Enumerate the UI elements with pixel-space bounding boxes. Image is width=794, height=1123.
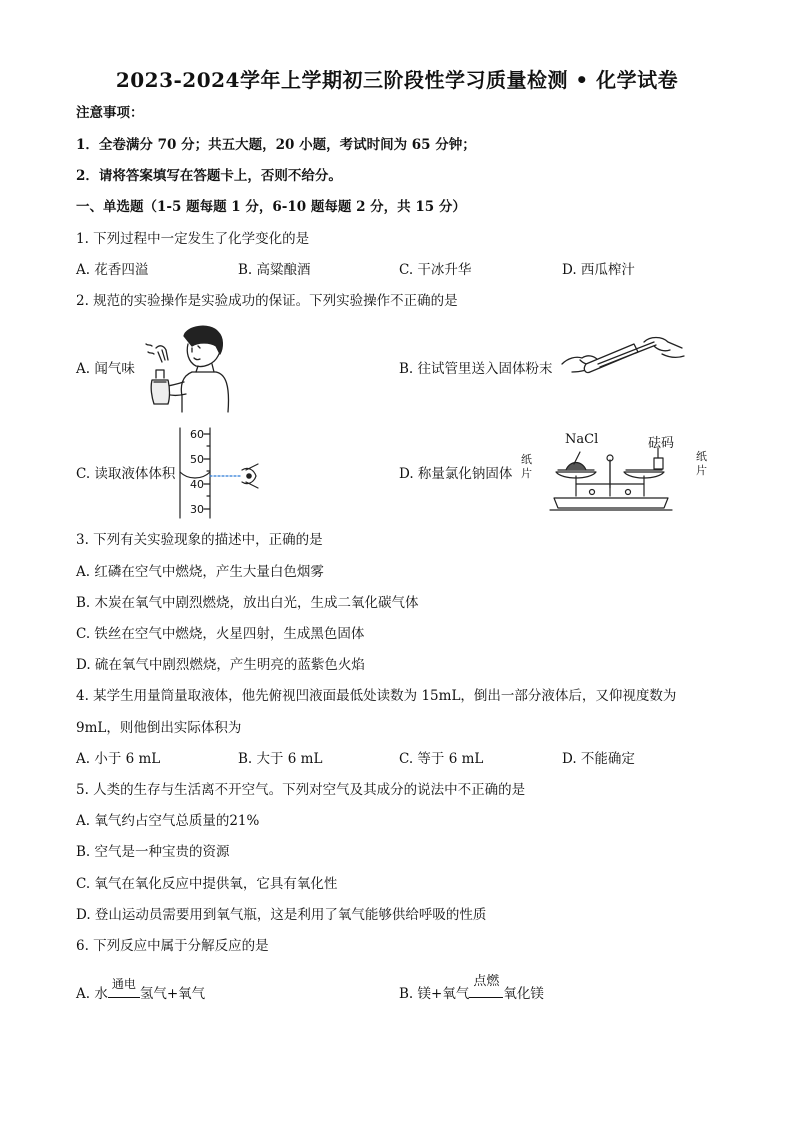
cylinder-tick-30: 30 [190, 503, 204, 516]
question-6-stem: 6. 下列反应中属于分解反应的是 [76, 938, 269, 954]
nacl-label: NaCl [565, 432, 599, 447]
paper-left-label-1: 纸 [521, 453, 532, 466]
notice-heading: 注意事项： [76, 105, 144, 121]
question-1-option-b: B. 高粱酿酒 [238, 262, 311, 278]
question-3-option-a: A. 红磷在空气中燃烧，产生大量白色烟雾 [76, 564, 324, 580]
option-a-product: 氢气+氧气 [139, 986, 206, 1002]
question-2-option-c: C. 读取液体体积 [76, 466, 176, 482]
question-4-option-a: A. 小于 6 mL [76, 751, 161, 767]
question-4-stem-line-2: 9mL，则他倒出实际体积为 [76, 720, 242, 736]
question-2-stem: 2. 规范的实验操作是实验成功的保证。下列实验操作不正确的是 [76, 293, 458, 309]
balance-figure [536, 440, 686, 520]
paper-left-label-2: 片 [521, 467, 532, 480]
question-2-option-a: A. 闻气味 [76, 361, 135, 377]
question-1-option-c: C. 干冰升华 [399, 262, 472, 278]
cylinder-tick-60: 60 [190, 428, 204, 441]
question-4-option-b: B. 大于 6 mL [238, 751, 323, 767]
question-5-option-b: B. 空气是一种宝贵的资源 [76, 844, 230, 860]
page-title: 2023-2024学年上学期初三阶段性学习质量检测 • 化学试卷 [115, 68, 679, 92]
option-a-prefix: A. 水 [76, 986, 108, 1002]
question-4-stem-line-1: 4. 某学生用量筒量取液体，他先俯视凹液面最低处读数为 15mL，倒出一部分液体后，又仰视度数为 [76, 688, 677, 704]
question-3-stem: 3. 下列有关实验现象的描述中，正确的是 [76, 532, 323, 548]
question-5-option-d: D. 登山运动员需要用到氧气瓶，这是利用了氧气能够供给呼吸的性质 [76, 907, 487, 923]
question-3-option-b: B. 木炭在氧气中剧烈燃烧，放出白光，生成二氧化碳气体 [76, 595, 419, 611]
reaction-arrow-a [108, 977, 140, 998]
question-1-stem: 1. 下列过程中一定发生了化学变化的是 [76, 231, 310, 247]
weight-label: 砝码 [648, 436, 675, 451]
question-4-option-d: D. 不能确定 [562, 751, 635, 767]
paper-right-label-1: 纸 [696, 450, 707, 463]
cylinder-tick-40: 40 [190, 478, 204, 491]
section-heading: 一、单选题（1-5 题每题 1 分，6-10 题每题 2 分，共 15 分） [76, 199, 466, 215]
question-2-option-b: B. 往试管里送入固体粉末 [399, 361, 553, 377]
option-b-prefix: B. 镁+氧气 [399, 986, 470, 1002]
question-5-option-c: C. 氧气在氧化反应中提供氧，它具有氧化性 [76, 876, 338, 892]
question-3-option-d: D. 硫在氧气中剧烈燃烧，产生明亮的蓝紫色火焰 [76, 657, 365, 673]
option-b-product: 氧化镁 [503, 986, 544, 1002]
question-2-option-d: D. 称量氯化钠固体 [399, 466, 513, 482]
paper-right-label-2: 片 [696, 464, 707, 477]
reaction-arrow-b [469, 974, 503, 998]
reaction-condition-a: 通电 [111, 977, 136, 991]
question-3-option-c: C. 铁丝在空气中燃烧，火星四射，生成黑色固体 [76, 626, 365, 642]
cylinder-tick-50: 50 [190, 453, 204, 466]
question-6-option-b [399, 974, 544, 1003]
question-1-option-a: A. 花香四溢 [76, 262, 149, 278]
notice-item-1: 1．全卷满分 70 分；共五大题，20 小题，考试时间为 65 分钟； [76, 137, 476, 153]
reaction-condition-b: 点燃 [473, 974, 500, 989]
question-6-option-a [76, 977, 206, 1003]
test-tube-figure [558, 334, 688, 382]
question-5-option-a: A. 氧气约占空气总质量的21% [76, 813, 260, 829]
question-1-option-d: D. 西瓜榨汁 [562, 262, 635, 278]
smell-figure [136, 322, 238, 414]
question-5-stem: 5. 人类的生存与生活离不开空气。下列对空气及其成分的说法中不正确的是 [76, 782, 526, 798]
notice-item-2: 2．请将答案填写在答题卡上，否则不给分。 [76, 168, 342, 184]
graduated-cylinder-figure [166, 424, 266, 520]
question-4-option-c: C. 等于 6 mL [399, 751, 484, 767]
